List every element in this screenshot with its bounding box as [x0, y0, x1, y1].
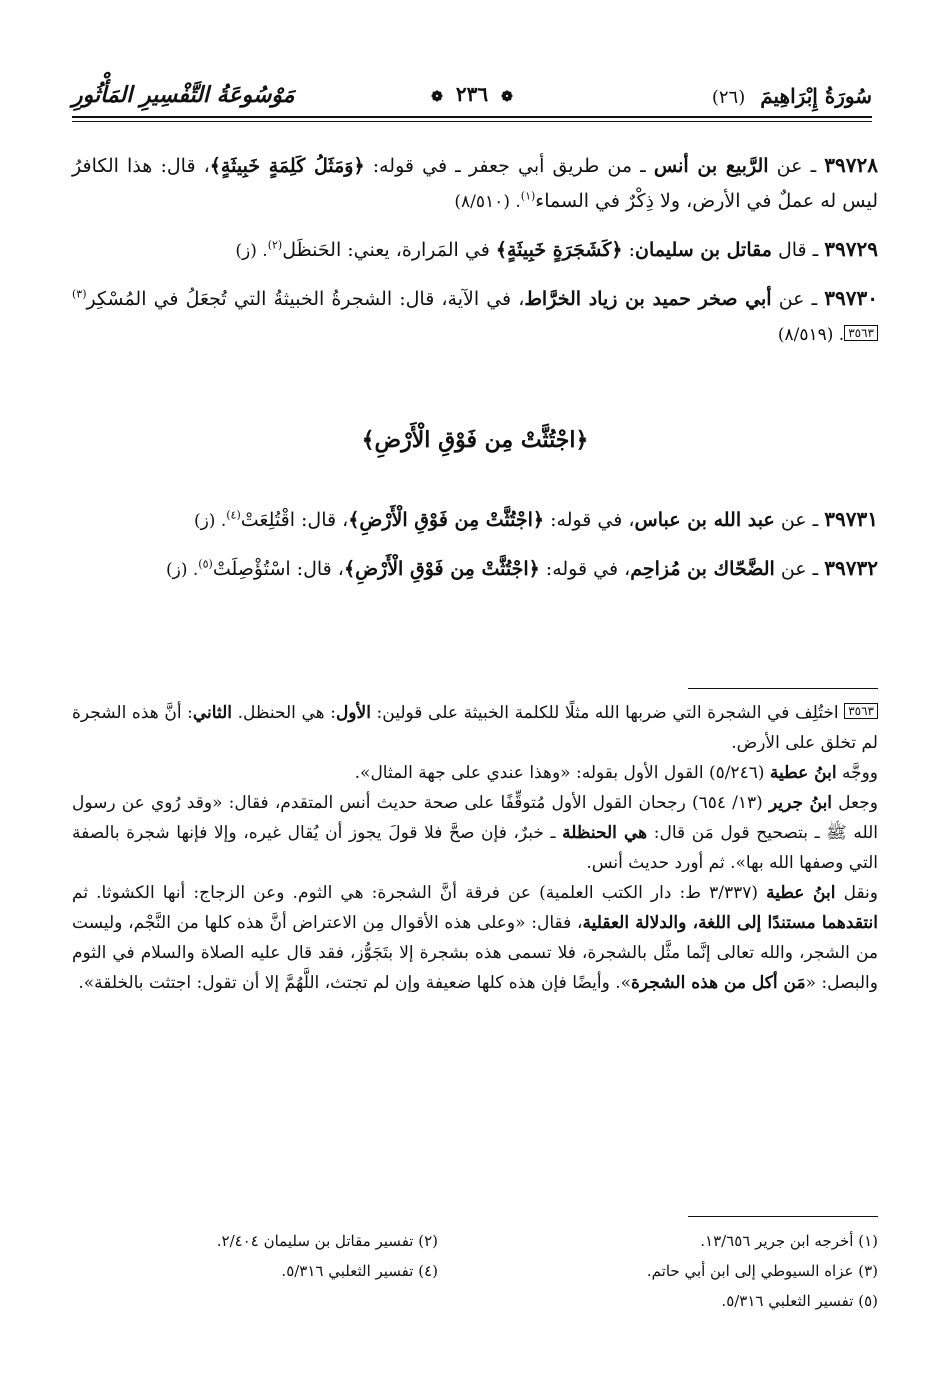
commentary-paragraph	[72, 758, 878, 788]
footnote-ref: (١)	[520, 189, 536, 203]
entry-text: ـ من طريق أبي جعفر ـ في قوله:	[364, 155, 654, 177]
footnote-ref: (٥)	[198, 557, 213, 571]
commentary-bold: الثاني	[192, 703, 233, 723]
footnote-ref: (٣)	[72, 287, 87, 301]
commentary-paragraph	[72, 698, 878, 758]
commentary-text: : أنَّ هذه الشجرة لم تخلق على الأرض.	[72, 703, 878, 753]
commentary-text: ووجَّه	[836, 763, 878, 783]
commentary-text: ، فقال: «وعلى هذه الأقوال مِن الاعتراض أنَّ هذه كلها من النَّجْم، وليست من الشجر، والله تعالى إنَّما مثَّل بالشجرة، فلا تسمى هذه بشجرة إلا بتَجَوُّز، فقد قال عليه الصلاة والسلام في الثوم والبصل: «	[72, 913, 878, 993]
entry-39732	[72, 551, 878, 588]
scholar-name: ابنُ عطية	[766, 883, 836, 903]
entry-text: ، في قوله:	[544, 509, 635, 531]
narrator: مقاتل بن سليمان	[635, 239, 772, 261]
footnote-4: (٤) تفسير الثعلبي ٥/٣١٦.	[281, 1262, 438, 1280]
source-ref: . (٨/٥١٠)	[454, 192, 521, 212]
commentary-text: وجعل	[832, 793, 878, 813]
footnotes	[72, 1226, 878, 1316]
entry-number: ٣٩٧٣٠	[824, 286, 878, 310]
quran-quote: ﴿اجْتُثَّتْ مِن فَوْقِ الْأَرْضِ﴾	[343, 558, 540, 580]
commentary-text: ». وأيضًا فإن هذه كلها ضعيفة وإن لم تجتث، اللَّهُمَّ إلا أن تقول: اجتثت بالخلقة».	[78, 973, 631, 993]
entry-text: ـ عن	[774, 558, 825, 580]
quran-quote: ﴿اجْتُثَّتْ مِن فَوْقِ الْأَرْضِ﴾	[348, 509, 545, 531]
commentary-text: اختُلِف في الشجرة التي ضربها الله مثلًا للكلمة الخبيثة على قولين:	[370, 703, 845, 723]
footnote-row	[72, 1286, 878, 1316]
entry-39728	[72, 148, 878, 220]
entry-number: ٣٩٧٢٨	[824, 153, 878, 177]
entry-text: ـ عن	[768, 155, 825, 177]
commentary-text: : هي الحنظل.	[232, 703, 336, 723]
entry-text: ـ قال	[771, 239, 825, 261]
page-number-text: ٢٣٦	[455, 82, 489, 106]
entry-text: ـ عن	[774, 509, 825, 531]
source-ref: . (٨/٥١٩)	[777, 325, 845, 345]
entry-39730	[72, 281, 878, 353]
entry-text: ، في قوله:	[539, 558, 631, 580]
footnote-row	[72, 1256, 878, 1286]
footnote-ref: (٢)	[267, 238, 283, 252]
source-ref: . (ز)	[193, 511, 227, 531]
source-ref: . (ز)	[235, 241, 268, 261]
entry-text: ، قال: اقْتُلِعَتْ	[240, 509, 349, 531]
commentary-bold: انتقدهما مستندًا إلى اللغة، والدلالة العقلية	[582, 913, 879, 933]
ornament-icon: ❁	[501, 89, 513, 105]
entry-text: ، قال: اسْتُؤْصِلَتْ	[212, 558, 344, 580]
section-heading: ﴿اجْتُثَّتْ مِن فَوْقِ الْأَرْضِ﴾	[361, 427, 589, 453]
commentary-text: ـ خبرٌ، فإن صحَّ فلا قولَ يجوز أن يُقال غيره، وإلا فإنها شجرة بالصفة التي وصفها الله بها». ثم أورد حديث أنس.	[72, 823, 878, 873]
source-ref: . (ز)	[166, 560, 199, 580]
scholar-name: ابنُ عطية	[769, 763, 837, 783]
sura-name: سُورَةُ إِبْرَاهِيمَ	[760, 84, 872, 108]
quran-quote: ﴿كَشَجَرَةٍ خَبِيثَةٍ﴾	[495, 239, 623, 261]
commentary-ref-box[interactable]: ٣٥٦٣	[844, 325, 878, 341]
entry-39729	[72, 232, 878, 269]
footnote-1: (١) أخرجه ابن جرير ١٣/٦٥٦.	[700, 1232, 878, 1250]
footnote-divider	[688, 1216, 878, 1217]
commentary-bold: الأول	[335, 703, 371, 723]
footnote-row	[72, 1226, 878, 1256]
running-header	[72, 78, 872, 124]
commentary-paragraph	[72, 788, 878, 878]
scholar-name: ابنُ جرير	[768, 793, 833, 813]
sura-number: (٢٦)	[711, 87, 746, 108]
narrator: عبد الله بن عباس	[634, 509, 775, 531]
commentary-text: ونقل	[835, 883, 878, 903]
commentary-bold: هي الحنظلة	[562, 823, 648, 843]
entry-text: ـ عن	[771, 288, 825, 310]
ornament-icon: ❁	[431, 89, 443, 105]
header-rule	[72, 116, 872, 118]
narrator: الرَّبيع بن أنس	[653, 155, 769, 177]
entry-text: ، قال: هذا الكافرُ ليس له عملٌ في الأرض، ولا ذِكْرٌ في السماء	[72, 155, 878, 212]
narrator: أبي صخر حميد بن زياد الخرَّاط	[524, 288, 772, 310]
entry-text: في المَرارة، يعني: الحَنظَل	[282, 239, 496, 261]
entry-text: ، في الآية، قال: الشجرةُ الخبيثةُ التي تُجعَلُ في المُسْكِر	[86, 288, 525, 310]
hadith-quote: مَن أكل من هذه الشجرة	[631, 973, 806, 993]
commentary-text: (٥/٢٤٦) القول الأول بقوله: «وهذا عندي على جهة المثال».	[354, 763, 770, 783]
footnote-ref: (٤)	[226, 508, 241, 522]
commentary-number-box: ٣٥٦٣	[844, 703, 878, 719]
entry-text: :	[622, 239, 635, 261]
entry-number: ٣٩٧٣٢	[824, 556, 878, 580]
footnote-3: (٣) عزاه السيوطي إلى ابن أبي حاتم.	[646, 1262, 878, 1280]
footnote-5: (٥) تفسير الثعلبي ٥/٣١٦.	[721, 1292, 878, 1310]
entry-number: ٣٩٧٢٩	[824, 237, 878, 261]
commentary-paragraph	[72, 878, 878, 998]
book-title: مَوْسُوعَةُ التَّفْسِيرِ المَأْثُورِ	[72, 82, 295, 108]
main-text	[72, 148, 878, 600]
header-rule-thin	[72, 121, 872, 122]
quran-quote: ﴿وَمَثَلُ كَلِمَةٍ خَبِيثَةٍ﴾	[209, 155, 365, 177]
entry-39731	[72, 502, 878, 539]
footnote-2: (٢) تفسير مقاتل بن سليمان ٢/٤٠٤.	[216, 1232, 438, 1250]
commentary-divider	[688, 688, 878, 689]
narrator: الضَّحّاك بن مُزاحِم	[630, 558, 775, 580]
entry-number: ٣٩٧٣١	[824, 507, 878, 531]
commentary-block	[72, 698, 878, 998]
commentary-text: (١٣/ ٦٥٤) رجحان القول الأول مُتوقِّفًا على صحة حديث أنس المتقدم، فقال: «وقد رُوي عن رسول الله ﷺ ـ بتصحيح قول مَن قال:	[72, 793, 878, 843]
commentary-text: (٣/٣٣٧ ط: دار الكتب العلمية) عن فرقة أنَّ الشجرة: هي الثوم. وعن الزجاج: أنها الكشوثا. ثم	[72, 883, 767, 903]
